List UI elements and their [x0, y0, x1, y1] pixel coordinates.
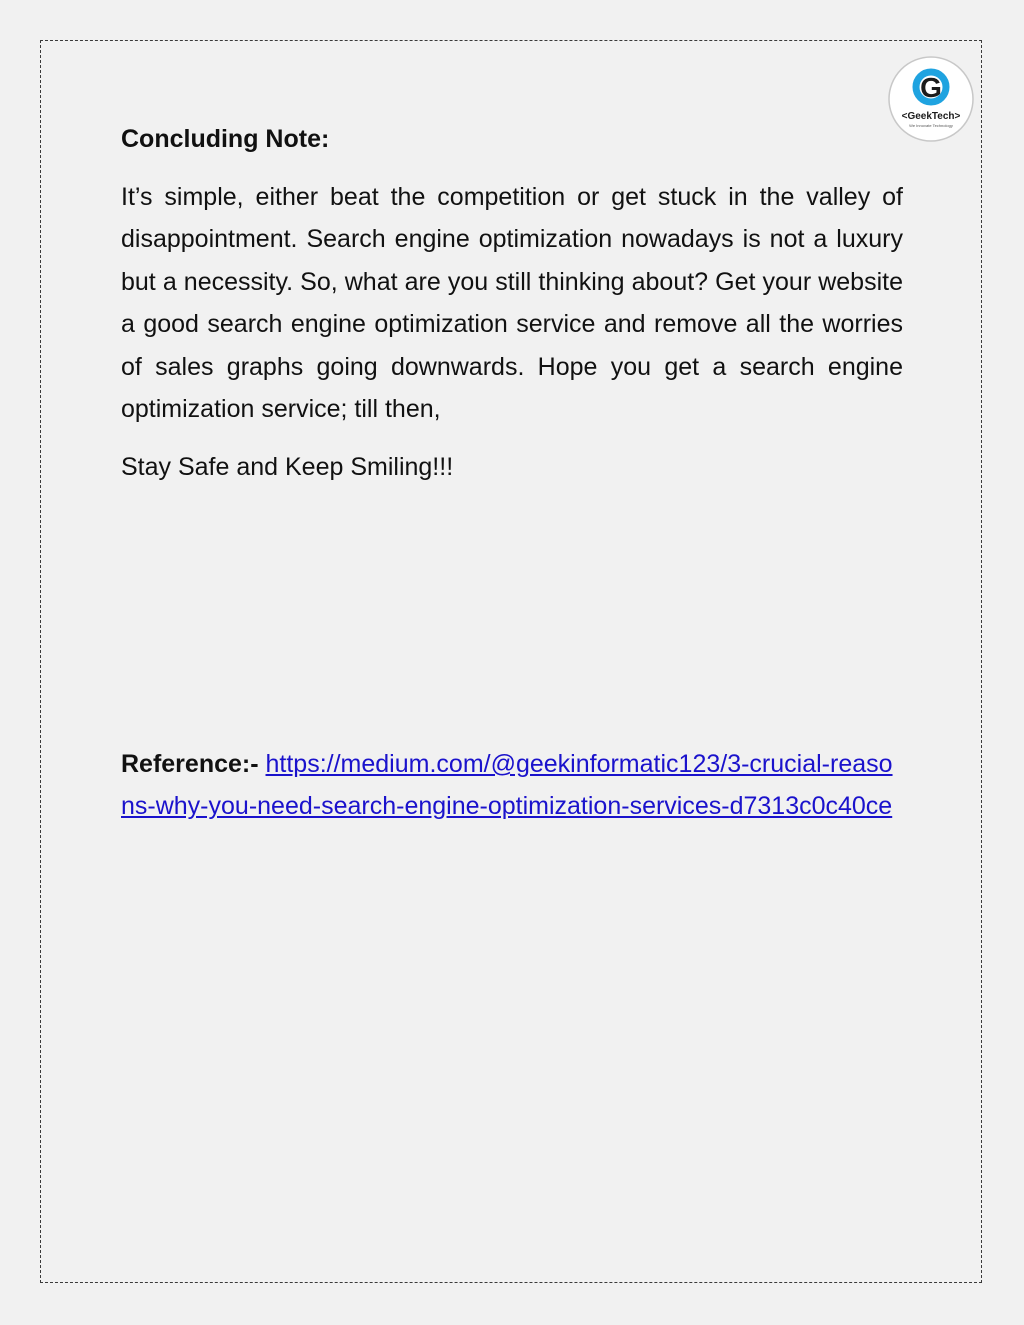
logo-letter: G	[920, 72, 942, 103]
logo-brand-text: <GeekTech>	[901, 111, 961, 122]
section-heading: Concluding Note:	[121, 125, 330, 153]
concluding-paragraph: It’s simple, either beat the competition or get stuck in the valley of disappointment. Search engine optimization nowadays is not a luxury but a necessity. So, what are you still thinking about? Get your website a good search engine optimization service and remove all the worries of sales graphs going downwards. Hope you get a search engine optimization service; till then,	[121, 183, 903, 424]
reference-section	[121, 743, 903, 828]
signoff-text: Stay Safe and Keep Smiling!!!	[121, 453, 454, 482]
reference-link[interactable]: https://medium.com/@geekinformatic123/3-crucial-reasons-why-you-need-search-engine-optimization-services-d7313c0c40ce	[121, 750, 893, 821]
reference-label: Reference:-	[121, 750, 259, 778]
concluding-section	[121, 118, 903, 488]
logo-tagline-text: We Innovate Technology	[909, 123, 953, 128]
